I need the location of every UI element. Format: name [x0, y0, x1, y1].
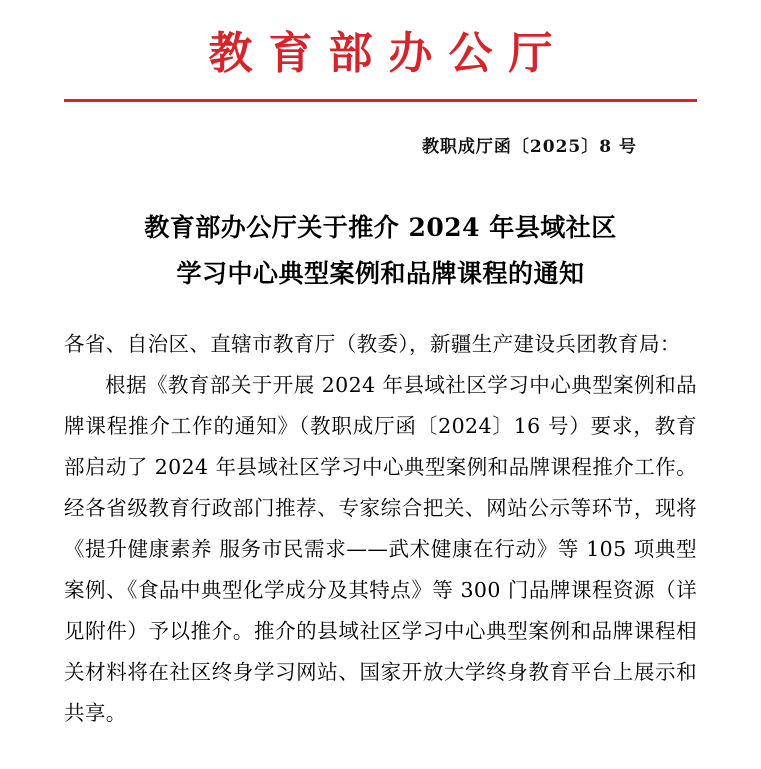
document-title-line-1: 教育部办公厅关于推介 2024 年县域社区	[144, 213, 617, 242]
salutation-paragraph: 各省、自治区、直辖市教育厅（教委），新疆生产建设兵团教育局：	[64, 331, 681, 356]
document-title-line-2: 学习中心典型案例和品牌课程的通知	[176, 259, 585, 289]
issuing-authority-title: 教育部办公厅	[208, 28, 569, 79]
document-number-row	[64, 132, 697, 157]
document-number: 教职成厅函〔2025〕8 号	[421, 137, 637, 157]
document-title	[64, 205, 697, 298]
red-horizontal-rule	[64, 99, 697, 102]
body-paragraph-1: 根据《教育部关于开展 2024 年县域社区学习中心典型案例和品牌课程推介工作的通知》（教职成厅函〔2024〕16 号）要求，教育部启动了 2024 年县域社区学习中心典型案例和品牌课程推介工作。经各省级教育行政部门推荐、专家综合把关、网站公示等环节，现将《提升健康素养 服务市民需求——武术健康在行动》等 105 项典型案例、《食品中典型化学成分及其特点》等 300 门品牌课程资源（详见附件）予以推介。推介的县域社区学习中心典型案例和品牌课程相关材料将在社区终身学习网站、国家开放大学终身教育平台上展示和共享。	[64, 372, 697, 725]
masthead	[64, 0, 697, 81]
document-body	[64, 324, 697, 734]
